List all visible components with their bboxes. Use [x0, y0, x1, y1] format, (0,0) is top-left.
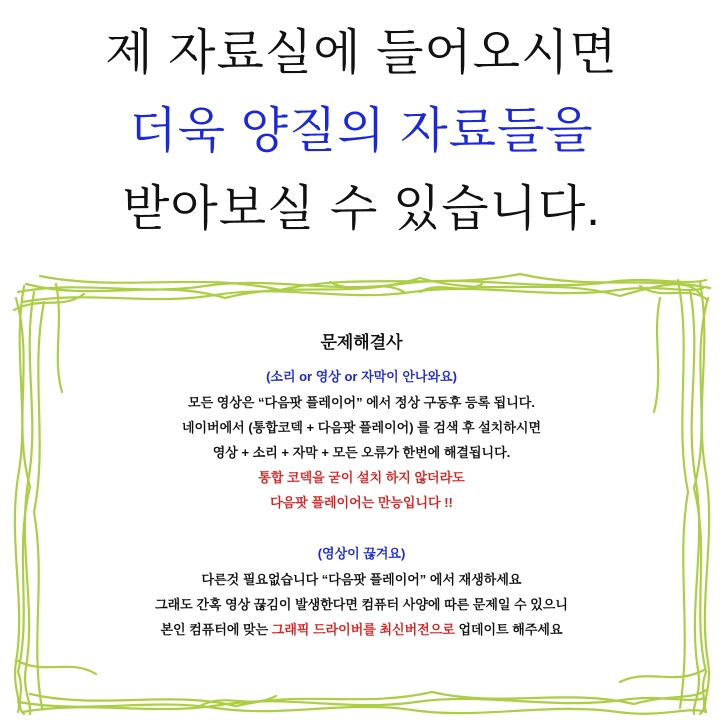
- section-line: 모든 영상은 “다음팟 플레이어” 에서 정상 구동후 등록 됩니다.: [188, 395, 535, 410]
- line-prefix: 본인 컴퓨터에 맞는: [160, 622, 272, 637]
- section-line: 영상 + 소리 + 자막 + 모든 오류가 한번에 해결됩니다.: [212, 445, 511, 460]
- headline-line-3: 받아보실 수 있습니다.: [122, 182, 601, 236]
- panel-title: 문제해결사: [320, 333, 403, 352]
- headline-block: [0, 14, 723, 248]
- section-line-highlight: 통합 코덱을 굳이 설치 하지 않더라도: [258, 470, 465, 485]
- panel-content: [0, 262, 723, 720]
- section-line: 그래도 간혹 영상 끊김이 발생한다면 컴퓨터 사양에 따른 문제일 수 있으니: [155, 597, 568, 612]
- section-line-highlight: 다음팟 플레이어는 만능입니다 !!: [270, 495, 453, 510]
- line-highlight: 그래픽 드라이버를 최신버전으로: [271, 622, 455, 637]
- section-heading: (영상이 끊겨요): [317, 546, 406, 561]
- section-line-mixed: [0, 617, 723, 642]
- line-suffix: 업데이트 해주세요: [454, 622, 563, 637]
- headline-line-2: 더욱 양질의 자료들을: [129, 104, 594, 158]
- section-line: 네이버에서 (통합코덱 + 다음팟 플레이어) 를 검색 후 설치하시면: [181, 420, 542, 435]
- section-stutter-issue: [0, 541, 723, 642]
- section-playback-issue: [0, 364, 723, 515]
- section-line: 다른것 필요없습니다 “다음팟 플레이어” 에서 재생하세요: [201, 572, 522, 587]
- headline-line-1: 제 자료실에 들어오시면: [105, 26, 618, 80]
- section-heading: (소리 or 영상 or 자막이 안나와요): [266, 369, 457, 384]
